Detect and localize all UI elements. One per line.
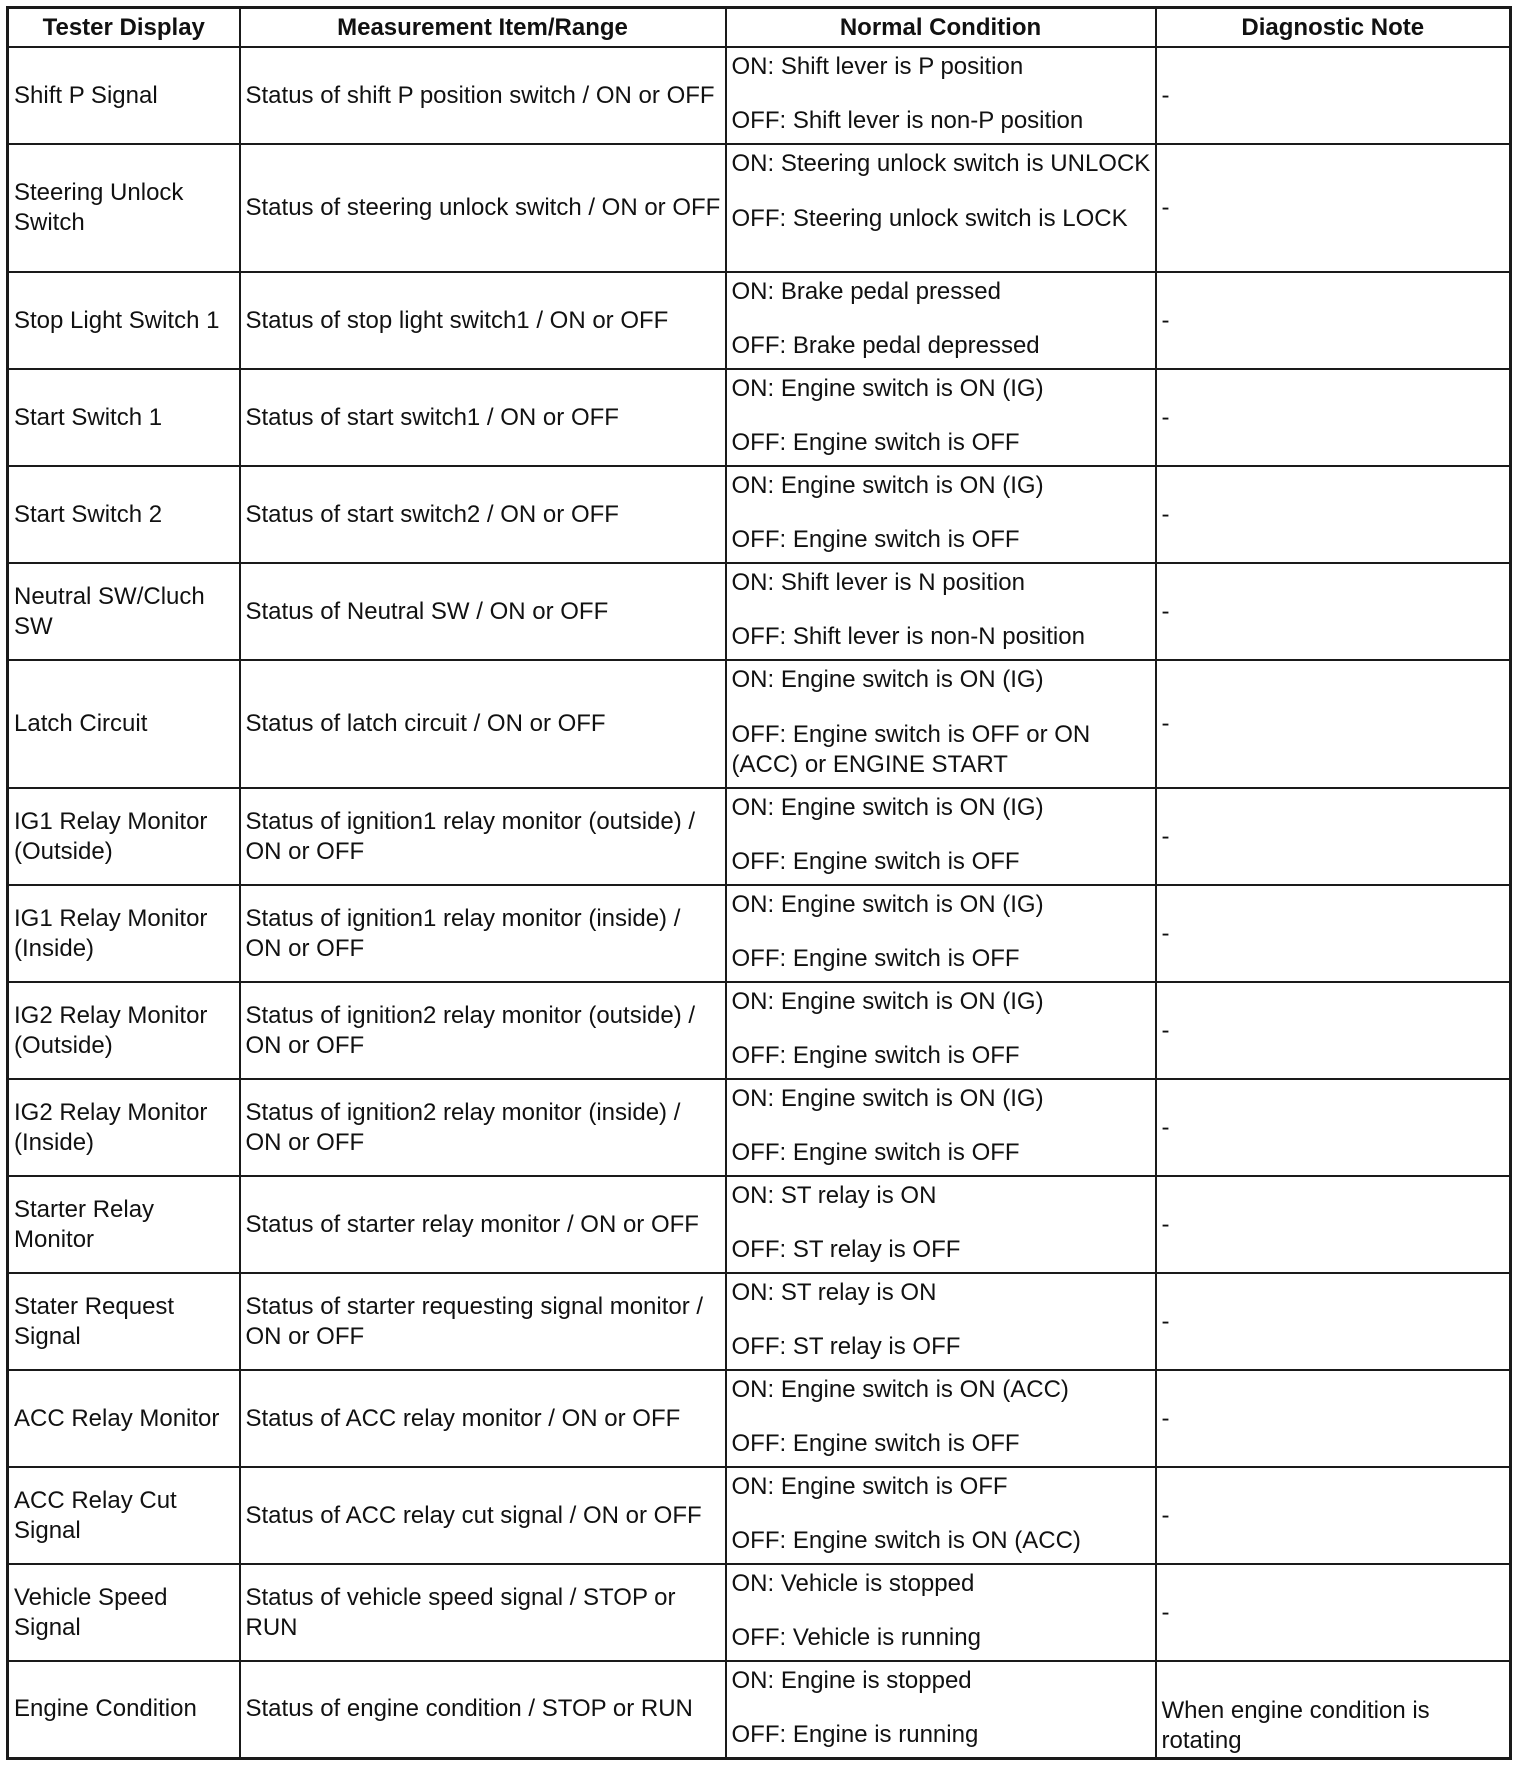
table-row — [8, 466, 1511, 563]
condition-off: OFF: Engine switch is OFF or ON (ACC) or ENGINE START — [731, 721, 1091, 778]
diagnostic-note-cell: - — [1156, 885, 1511, 982]
diagnostic-note-cell: - — [1156, 1467, 1511, 1564]
table-row — [8, 1661, 1511, 1758]
condition-off: OFF: Engine switch is ON (ACC) — [731, 1527, 1081, 1554]
diagnostic-note-cell: - — [1156, 563, 1511, 660]
condition-on: ON: Brake pedal pressed — [731, 278, 1001, 305]
tester-display-cell: Stater Request Signal — [8, 1273, 240, 1370]
condition-off: OFF: Engine is running — [731, 1721, 979, 1748]
tester-display-cell: Vehicle Speed Signal — [8, 1564, 240, 1661]
normal-condition-cell — [726, 1370, 1156, 1467]
condition-on: ON: ST relay is ON — [731, 1182, 937, 1209]
normal-condition-cell — [726, 1564, 1156, 1661]
diagnostic-note-cell: - — [1156, 466, 1511, 563]
normal-condition-cell — [726, 1467, 1156, 1564]
measurement-item-cell: Status of stop light switch1 / ON or OFF — [240, 272, 726, 369]
condition-on: ON: Engine switch is ON (IG) — [731, 988, 1044, 1015]
condition-on: ON: Engine switch is ON (IG) — [731, 1085, 1044, 1112]
normal-condition-cell — [726, 1273, 1156, 1370]
condition-off: OFF: Engine switch is OFF — [731, 1042, 1020, 1069]
header-row — [8, 8, 1511, 48]
table-row — [8, 788, 1511, 885]
table-row — [8, 144, 1511, 272]
tester-display-cell: Stop Light Switch 1 — [8, 272, 240, 369]
table-row — [8, 1079, 1511, 1176]
tester-display-cell: Starter Relay Monitor — [8, 1176, 240, 1273]
measurement-item-cell: Status of start switch1 / ON or OFF — [240, 369, 726, 466]
table-row — [8, 1370, 1511, 1467]
tester-display-cell: Steering Unlock Switch — [8, 144, 240, 272]
normal-condition-cell — [726, 272, 1156, 369]
condition-off: OFF: Engine switch is OFF — [731, 526, 1020, 553]
condition-off: OFF: Engine switch is OFF — [731, 848, 1020, 875]
condition-off: OFF: Vehicle is running — [731, 1624, 981, 1651]
measurement-item-cell: Status of ACC relay cut signal / ON or OFF — [240, 1467, 726, 1564]
diagnostic-note-cell: - — [1156, 144, 1511, 272]
measurement-item-cell: Status of starter requesting signal monitor / ON or OFF — [240, 1273, 726, 1370]
measurement-item-cell: Status of ignition1 relay monitor (inside) / ON or OFF — [240, 885, 726, 982]
measurement-item-cell: Status of steering unlock switch / ON or OFF — [240, 144, 726, 272]
tester-display-cell: ACC Relay Monitor — [8, 1370, 240, 1467]
condition-on: ON: Shift lever is N position — [731, 569, 1025, 596]
measurement-item-cell: Status of vehicle speed signal / STOP or RUN — [240, 1564, 726, 1661]
condition-on: ON: ST relay is ON — [731, 1279, 937, 1306]
tester-display-cell: Latch Circuit — [8, 660, 240, 788]
table-row — [8, 1176, 1511, 1273]
table-row — [8, 660, 1511, 788]
diagnostic-note-cell: - — [1156, 369, 1511, 466]
tester-display-cell: Shift P Signal — [8, 47, 240, 144]
diagnostic-note-cell: - — [1156, 1079, 1511, 1176]
normal-condition-cell — [726, 466, 1156, 563]
table-row — [8, 1273, 1511, 1370]
table-row — [8, 272, 1511, 369]
diagnostic-note-cell: - — [1156, 272, 1511, 369]
normal-condition-cell — [726, 885, 1156, 982]
normal-condition-cell — [726, 144, 1156, 272]
normal-condition-cell — [726, 369, 1156, 466]
condition-on: ON: Engine switch is OFF — [731, 1473, 1008, 1500]
condition-off: OFF: Engine switch is OFF — [731, 945, 1020, 972]
measurement-item-cell: Status of latch circuit / ON or OFF — [240, 660, 726, 788]
diagnostic-note-cell: - — [1156, 1370, 1511, 1467]
tester-display-cell: IG1 Relay Monitor (Outside) — [8, 788, 240, 885]
normal-condition-cell — [726, 788, 1156, 885]
condition-on: ON: Engine switch is ON (IG) — [731, 794, 1044, 821]
condition-on: ON: Vehicle is stopped — [731, 1570, 975, 1597]
measurement-item-cell: Status of engine condition / STOP or RUN — [240, 1661, 726, 1758]
condition-on: ON: Engine switch is ON (IG) — [731, 666, 1044, 693]
tester-display-cell: IG1 Relay Monitor (Inside) — [8, 885, 240, 982]
normal-condition-cell — [726, 1176, 1156, 1273]
diagnostic-note-cell: - — [1156, 660, 1511, 788]
diagnostic-note-cell: - — [1156, 982, 1511, 1079]
condition-off: OFF: Brake pedal depressed — [731, 332, 1040, 359]
header-tester-display: Tester Display — [8, 8, 240, 48]
table-row — [8, 885, 1511, 982]
diagnostic-note-cell: - — [1156, 1564, 1511, 1661]
tester-display-cell: Neutral SW/Cluch SW — [8, 563, 240, 660]
condition-on: ON: Engine switch is ON (IG) — [731, 472, 1044, 499]
table-row — [8, 1467, 1511, 1564]
condition-off: OFF: Shift lever is non-N position — [731, 623, 1085, 650]
normal-condition-cell — [726, 1079, 1156, 1176]
condition-off: OFF: Engine switch is OFF — [731, 429, 1020, 456]
diagnostic-note-cell: When engine condition is rotating — [1156, 1661, 1511, 1758]
condition-off: OFF: Steering unlock switch is LOCK — [731, 205, 1128, 232]
measurement-item-cell: Status of ACC relay monitor / ON or OFF — [240, 1370, 726, 1467]
measurement-item-cell: Status of start switch2 / ON or OFF — [240, 466, 726, 563]
condition-on: ON: Engine switch is ON (IG) — [731, 375, 1044, 402]
diagnostic-note-cell: - — [1156, 1273, 1511, 1370]
condition-on: ON: Steering unlock switch is UNLOCK — [731, 150, 1151, 177]
tester-display-cell: IG2 Relay Monitor (Outside) — [8, 982, 240, 1079]
tester-display-cell: ACC Relay Cut Signal — [8, 1467, 240, 1564]
tester-display-cell: Engine Condition — [8, 1661, 240, 1758]
measurement-item-cell: Status of ignition2 relay monitor (outside) / ON or OFF — [240, 982, 726, 1079]
diagnostic-note-cell: - — [1156, 788, 1511, 885]
diagnostic-note-cell: - — [1156, 1176, 1511, 1273]
condition-on: ON: Engine switch is ON (IG) — [731, 891, 1044, 918]
header-measurement-item: Measurement Item/Range — [240, 8, 726, 48]
header-normal-condition: Normal Condition — [726, 8, 1156, 48]
measurement-item-cell: Status of Neutral SW / ON or OFF — [240, 563, 726, 660]
header-diagnostic-note: Diagnostic Note — [1156, 8, 1511, 48]
table-row — [8, 47, 1511, 144]
normal-condition-cell — [726, 47, 1156, 144]
condition-off: OFF: ST relay is OFF — [731, 1333, 961, 1360]
table-row — [8, 563, 1511, 660]
condition-on: ON: Engine switch is ON (ACC) — [731, 1376, 1069, 1403]
condition-off: OFF: ST relay is OFF — [731, 1236, 961, 1263]
normal-condition-cell — [726, 982, 1156, 1079]
tester-display-cell: IG2 Relay Monitor (Inside) — [8, 1079, 240, 1176]
measurement-item-cell: Status of ignition2 relay monitor (inside) / ON or OFF — [240, 1079, 726, 1176]
measurement-item-cell: Status of ignition1 relay monitor (outside) / ON or OFF — [240, 788, 726, 885]
table-row — [8, 982, 1511, 1079]
measurement-item-cell: Status of shift P position switch / ON or OFF — [240, 47, 726, 144]
table-body — [8, 47, 1511, 1758]
tester-display-cell: Start Switch 2 — [8, 466, 240, 563]
table-row — [8, 369, 1511, 466]
condition-off: OFF: Engine switch is OFF — [731, 1430, 1020, 1457]
normal-condition-cell — [726, 1661, 1156, 1758]
tester-display-cell: Start Switch 1 — [8, 369, 240, 466]
condition-off: OFF: Engine switch is OFF — [731, 1139, 1020, 1166]
data-monitor-table — [6, 6, 1512, 1760]
measurement-item-cell: Status of starter relay monitor / ON or OFF — [240, 1176, 726, 1273]
condition-off: OFF: Shift lever is non-P position — [731, 107, 1084, 134]
condition-on: ON: Engine is stopped — [731, 1667, 972, 1694]
normal-condition-cell — [726, 660, 1156, 788]
normal-condition-cell — [726, 563, 1156, 660]
table-header — [8, 8, 1511, 48]
table-row — [8, 1564, 1511, 1661]
condition-on: ON: Shift lever is P position — [731, 53, 1024, 80]
diagnostic-note-cell: - — [1156, 47, 1511, 144]
